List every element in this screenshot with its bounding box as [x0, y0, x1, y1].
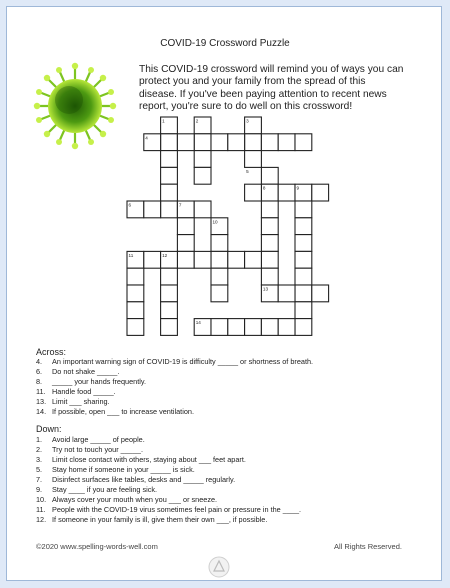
- grid-number: 12: [162, 252, 168, 258]
- grid-cell[interactable]: [161, 134, 178, 151]
- grid-cell[interactable]: [245, 134, 262, 151]
- grid-cell[interactable]: [261, 218, 278, 235]
- down-clue-12: [36, 515, 267, 524]
- across-heading: Across:: [36, 347, 67, 357]
- grid-cell[interactable]: [161, 151, 178, 168]
- down-heading: Down:: [36, 424, 62, 434]
- clue-text: Limit close contact with others, staying about ___ feet apart.: [52, 455, 246, 464]
- down-clue-5: [36, 465, 195, 474]
- grid-number: 2: [195, 118, 199, 124]
- grid-cell[interactable]: [144, 201, 161, 218]
- grid-cell[interactable]: [278, 285, 295, 302]
- clue-number: 6.: [36, 367, 43, 376]
- clue-number: 11.: [36, 505, 46, 514]
- grid-cell[interactable]: [177, 251, 194, 268]
- grid-cell[interactable]: [228, 134, 245, 151]
- grid-number: 9: [296, 185, 300, 191]
- grid-cell[interactable]: [211, 235, 228, 252]
- grid-cell[interactable]: [177, 235, 194, 252]
- grid-cell[interactable]: [312, 184, 329, 201]
- grid-cell[interactable]: [127, 268, 144, 285]
- clue-number: 1.: [36, 435, 43, 444]
- clue-text: Do not shake _____.: [52, 367, 120, 376]
- grid-cell[interactable]: [161, 201, 178, 218]
- grid-cell[interactable]: [194, 251, 211, 268]
- grid-number: 11: [128, 252, 134, 258]
- grid-cell[interactable]: [261, 268, 278, 285]
- grid-cell[interactable]: [228, 251, 245, 268]
- grid-cell[interactable]: [261, 319, 278, 336]
- grid-cell[interactable]: [295, 134, 312, 151]
- clue-text: Avoid large _____ of people.: [52, 435, 145, 444]
- clue-text: Limit ___ sharing.: [52, 397, 110, 406]
- copyright-text: ©2020 www.spelling-words-well.com: [36, 542, 158, 551]
- clue-number: 12.: [36, 515, 47, 524]
- grid-cell[interactable]: [245, 251, 262, 268]
- clue-text: Stay ____ if you are feeling sick.: [52, 485, 158, 494]
- clue-number: 4.: [36, 357, 43, 366]
- across-clue-14: [36, 407, 194, 416]
- grid-cell[interactable]: [261, 235, 278, 252]
- clue-text: People with the COVID-19 virus sometimes feel pain or pressure in the ____.: [52, 505, 302, 514]
- clue-number: 8.: [36, 377, 43, 386]
- grid-cell[interactable]: [127, 302, 144, 319]
- clue-text: Stay home if someone in your _____ is sick.: [52, 465, 195, 474]
- across-clue-11: [36, 387, 116, 396]
- grid-cell[interactable]: [177, 134, 194, 151]
- grid-cell[interactable]: [261, 201, 278, 218]
- intro-paragraph: This COVID-19 crossword will remind you of ways you can protect you and your family from the spread of this disease. If you've been paying attention to recent news report, you're sure to do well on this crossword!: [139, 64, 404, 113]
- grid-cell[interactable]: [278, 184, 295, 201]
- grid-cell[interactable]: [194, 167, 211, 184]
- grid-cell[interactable]: [211, 134, 228, 151]
- down-clue-10: [36, 495, 217, 504]
- grid-cell[interactable]: [211, 268, 228, 285]
- site-logo-icon: [208, 556, 230, 578]
- grid-cell[interactable]: [295, 235, 312, 252]
- across-clue-4: [36, 357, 313, 366]
- grid-number: 5: [246, 168, 249, 174]
- down-clue-9: [36, 485, 157, 494]
- grid-cell[interactable]: [261, 167, 278, 184]
- down-clue-7: [36, 475, 235, 484]
- grid-cell[interactable]: [312, 285, 329, 302]
- grid-cell[interactable]: [295, 285, 312, 302]
- clue-text: If someone in your family is ill, give them their own ___, if possible.: [52, 515, 268, 524]
- grid-cell[interactable]: [127, 319, 144, 336]
- grid-cell[interactable]: [161, 167, 178, 184]
- clue-number: 3.: [36, 455, 43, 464]
- grid-cell[interactable]: [278, 134, 295, 151]
- grid-number: 10: [212, 219, 218, 225]
- down-clue-3: [36, 455, 246, 464]
- clue-number: 9.: [36, 485, 43, 494]
- grid-cell[interactable]: [194, 201, 211, 218]
- down-clue-11: [36, 505, 301, 514]
- grid-cell[interactable]: [161, 268, 178, 285]
- grid-number: 8: [262, 185, 266, 191]
- grid-cell[interactable]: [245, 151, 262, 168]
- clue-text: Disinfect surfaces like tables, desks and _____ regularly.: [52, 475, 236, 484]
- clue-text: Always cover your mouth when you ___ or sneeze.: [52, 495, 218, 504]
- grid-cell[interactable]: [261, 251, 278, 268]
- grid-cell[interactable]: [211, 251, 228, 268]
- clue-number: 10.: [36, 495, 47, 504]
- grid-cell[interactable]: [211, 319, 228, 336]
- grid-number: 3: [246, 118, 249, 124]
- clue-number: 13.: [36, 397, 47, 406]
- grid-cell[interactable]: [228, 319, 245, 336]
- across-clue-13: [36, 397, 110, 406]
- grid-number: 13: [262, 286, 269, 292]
- grid-number: 6: [128, 202, 132, 208]
- grid-cell[interactable]: [295, 302, 312, 319]
- grid-cell[interactable]: [161, 302, 178, 319]
- grid-cell[interactable]: [245, 319, 262, 336]
- clue-number: 5.: [36, 465, 43, 474]
- grid-number: 4: [145, 135, 148, 141]
- grid-cell[interactable]: [245, 184, 262, 201]
- down-clue-2: [36, 445, 143, 454]
- across-clue-8: [36, 377, 146, 386]
- clue-text: _____ your hands frequently.: [52, 377, 146, 386]
- grid-cell[interactable]: [161, 285, 178, 302]
- grid-cell[interactable]: [295, 201, 312, 218]
- clue-text: Try not to touch your _____.: [52, 445, 143, 454]
- clue-number: 2.: [36, 445, 43, 454]
- grid-cell[interactable]: [127, 285, 144, 302]
- grid-cell[interactable]: [295, 319, 312, 336]
- grid-number: 7: [178, 202, 182, 208]
- clue-number: 7.: [36, 475, 43, 484]
- clue-text: If possible, open ___ to increase ventilation.: [52, 407, 194, 416]
- grid-cell[interactable]: [194, 134, 211, 151]
- grid-number: 1: [162, 118, 165, 124]
- grid-cell[interactable]: [144, 251, 161, 268]
- clue-text: Handle food _____.: [52, 387, 116, 396]
- clue-number: 11.: [36, 387, 46, 396]
- grid-number: 14: [195, 320, 201, 326]
- grid-cell[interactable]: [211, 285, 228, 302]
- grid-cell[interactable]: [194, 151, 211, 168]
- grid-cell[interactable]: [177, 218, 194, 235]
- grid-cell[interactable]: [161, 184, 178, 201]
- grid-cell[interactable]: [278, 319, 295, 336]
- down-clue-1: [36, 435, 145, 444]
- grid-cell[interactable]: [295, 268, 312, 285]
- grid-cell[interactable]: [295, 218, 312, 235]
- grid-cell[interactable]: [261, 134, 278, 151]
- page-title: COVID-19 Crossword Puzzle: [160, 38, 290, 49]
- grid-cell[interactable]: [295, 251, 312, 268]
- across-clue-6: [36, 367, 119, 376]
- clue-text: An important warning sign of COVID-19 is difficulty _____ or shortness of breath.: [52, 357, 314, 366]
- clue-number: 14.: [36, 407, 47, 416]
- grid-cell[interactable]: [161, 319, 178, 336]
- rights-text: All Rights Reserved.: [334, 542, 402, 551]
